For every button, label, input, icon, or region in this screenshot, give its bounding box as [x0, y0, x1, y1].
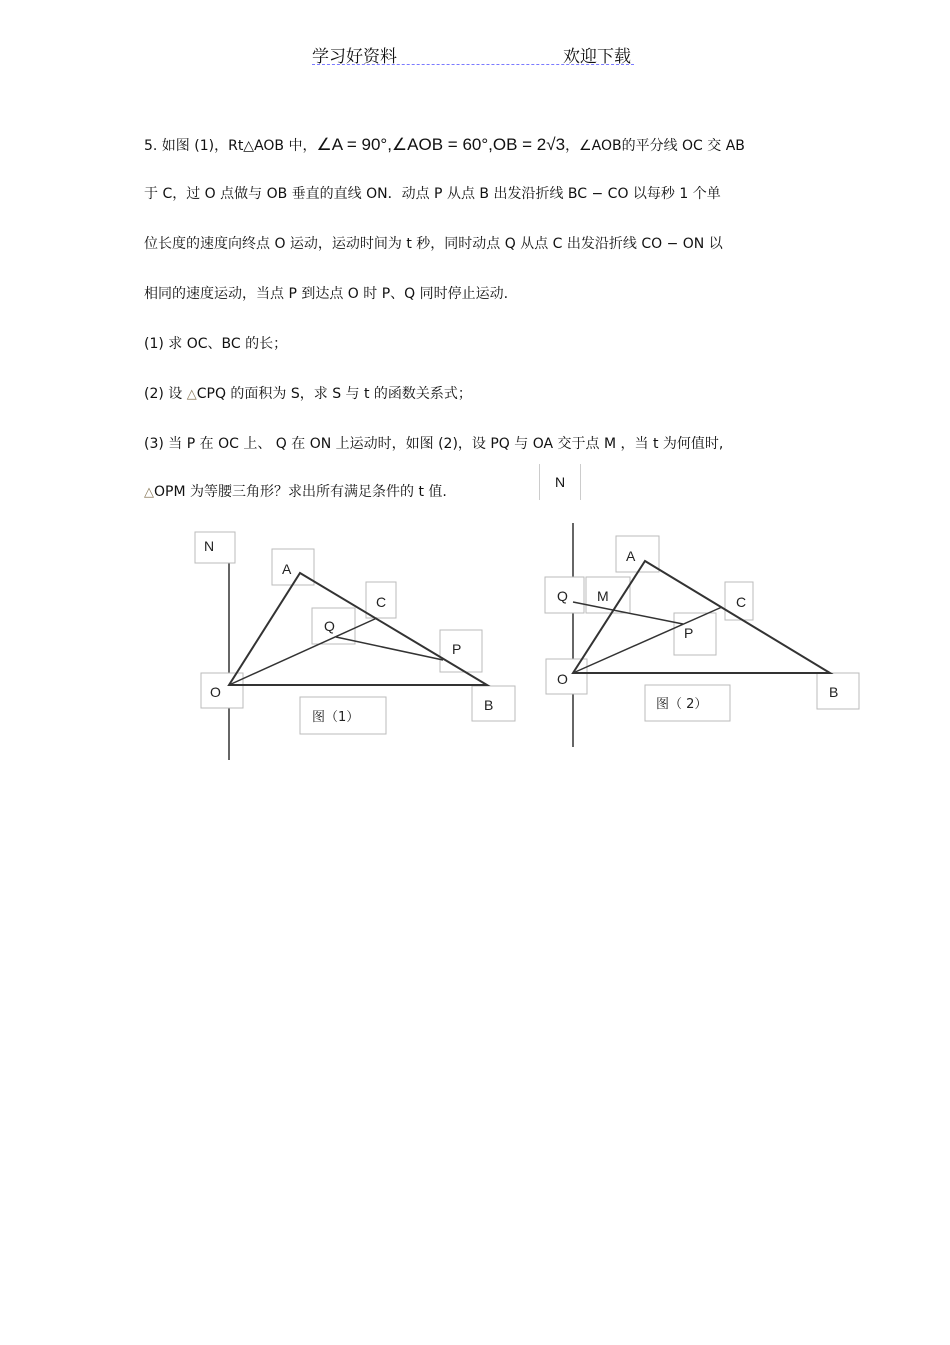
problem-intro: 5. 如图 (1)，Rt△AOB 中，	[144, 138, 317, 154]
point-label-C: C	[376, 594, 387, 610]
triangle-symbol: △	[144, 485, 154, 500]
point-label-A: A	[282, 561, 292, 577]
question-1: (1) 求 OC、BC 的长；	[144, 336, 288, 352]
header-left: 学习好资料	[312, 47, 397, 67]
point-label-C: C	[736, 594, 747, 610]
point-label-N: N	[204, 538, 215, 554]
figure-1-caption: 图（1）	[312, 710, 360, 725]
point-label-Q: Q	[324, 618, 335, 634]
triangle-symbol: △	[186, 387, 197, 402]
figure-1	[195, 532, 515, 760]
question-3: (3) 当 P 在 OC 上、 Q 在 ON 上运动时，如图 (2)，设 PQ 与 OA 交于点 M ，当 t 为何值时,	[144, 436, 724, 452]
question-2-prefix: (2) 设	[144, 386, 187, 402]
given-conditions: ∠A = 90°,∠AOB = 60°,OB = 2√3	[316, 135, 566, 154]
problem-line-4: 相同的速度运动，当点 P 到达点 O 时 P、Q 同时停止运动.	[144, 286, 509, 302]
figure-2	[545, 523, 859, 747]
point-label-M: M	[597, 588, 609, 604]
point-label-B: B	[484, 697, 494, 713]
header-right: 欢迎下载	[563, 47, 631, 67]
question-2-body: CPQ 的面积为 S，求 S 与 t 的函数关系式；	[196, 386, 472, 402]
point-label-Q: Q	[557, 588, 568, 604]
label-box	[195, 532, 235, 563]
label-box	[272, 549, 314, 585]
problem-line-3: 位长度的速度向终点 O 运动，运动时间为 t 秒，同时动点 Q 从点 C 出发沿折线 CO − ON 以	[144, 236, 723, 252]
point-label-B: B	[829, 684, 839, 700]
point-label-O: O	[210, 684, 221, 700]
problem-line-2: 于 C，过 O 点做与 OB 垂直的直线 ON．动点 P 从点 B 出发沿折线 BC − CO 以每秒 1 个单	[144, 186, 721, 202]
question-3-cont-body: OPM 为等腰三角形？求出所有满足条件的 t 值.	[154, 484, 447, 500]
label-box	[201, 673, 243, 708]
figure-2-caption: 图（ 2）	[656, 697, 708, 712]
problem-intro-cont: ，∠AOB的平分线 OC 交 AB	[565, 138, 745, 154]
point-label-P: P	[684, 625, 694, 641]
point-label-P: P	[452, 641, 462, 657]
point-label-A: A	[626, 548, 636, 564]
label-box	[472, 686, 515, 721]
stray-label-n: N	[539, 464, 581, 500]
point-label-O: O	[557, 671, 568, 687]
